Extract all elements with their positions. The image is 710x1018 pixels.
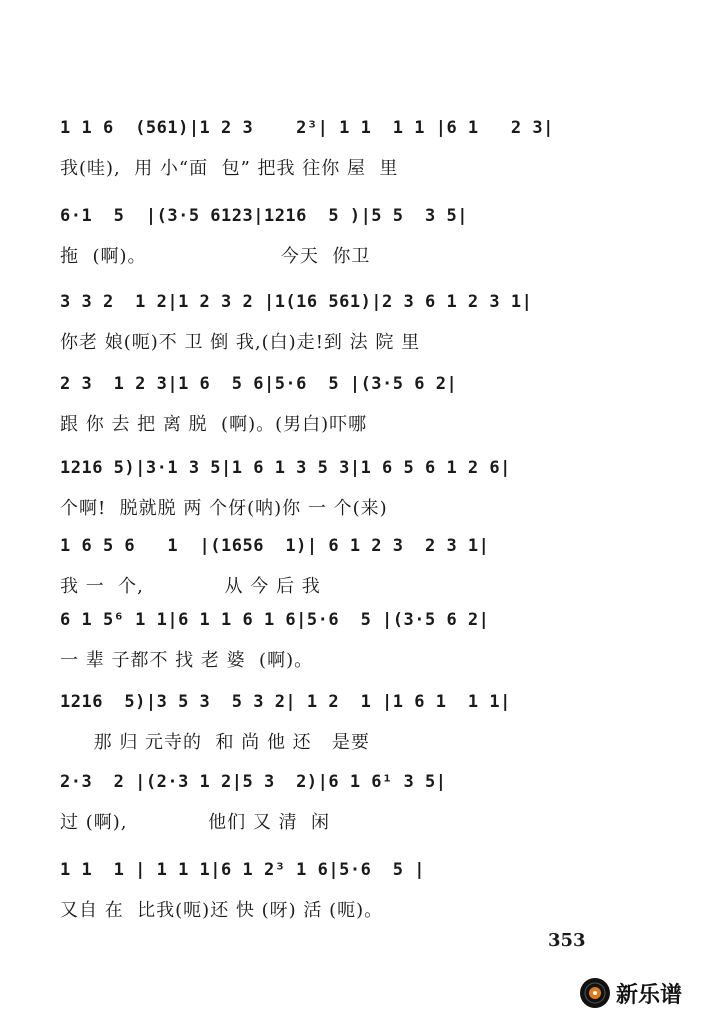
lyrics-line: 又自 在 比我(呃)还 快 (呀) 活 (呃)。 — [60, 900, 384, 921]
jianpu-notes-line: 1 1 6 (561)|1 2 3 2³| 1 1 1 1 |6 1 2 3| — [60, 118, 554, 138]
jianpu-notes-line: 2·3 2 |(2·3 1 2|5 3 2)|6 1 6¹ 3 5| — [60, 772, 447, 792]
jianpu-notes-line: 6 1 5⁶ 1 1|6 1 1 6 1 6|5·6 5 |(3·5 6 2| — [60, 610, 490, 630]
lyrics-line: 过 (啊), 他们 又 清 闲 — [60, 812, 331, 833]
lyrics-line: 我(哇), 用 小“面 包” 把我 往你 屋 里 — [60, 158, 399, 179]
jianpu-notes-line: 1 6 5 6 1 |(1656 1)| 6 1 2 3 2 3 1| — [60, 536, 490, 556]
lyrics-line: 个啊! 脱就脱 两 个伢(呐)你 一 个(来) — [60, 498, 388, 519]
lyrics-line: 跟 你 去 把 离 脱 (啊)。(男白)吓哪 — [60, 414, 368, 435]
jianpu-notes-line: 2 3 1 2 3|1 6 5 6|5·6 5 |(3·5 6 2| — [60, 374, 458, 394]
jianpu-notes-line: 1 1 1 | 1 1 1|6 1 2³ 1 6|5·6 5 | — [60, 860, 425, 880]
lyrics-line: 那 归 元寺的 和 尚 他 还 是要 — [60, 732, 370, 753]
watermark-text: 新乐谱 — [616, 983, 683, 1008]
lyrics-line: 你老 娘(呃)不 卫 倒 我,(白)走!到 法 院 里 — [60, 332, 421, 353]
page-number: 353 — [548, 930, 586, 951]
watermark-logo — [578, 976, 708, 1014]
jianpu-notes-line: 1216 5)|3 5 3 5 3 2| 1 2 1 |1 6 1 1 1| — [60, 692, 511, 712]
lyrics-line: 我 一 个, 从 今 后 我 — [60, 576, 321, 597]
jianpu-notes-line: 3 3 2 1 2|1 2 3 2 |1(16 561)|2 3 6 1 2 3 1| — [60, 292, 533, 312]
lyrics-line: 拖 (啊)。 今天 你卫 — [60, 246, 371, 267]
lyrics-line: 一 辈 子都不 找 老 婆 (啊)。 — [60, 650, 314, 671]
jianpu-notes-line: 1216 5)|3·1 3 5|1 6 1 3 5 3|1 6 5 6 1 2 6| — [60, 458, 511, 478]
jianpu-notes-line: 6·1 5 |(3·5 6123|1216 5 )|5 5 3 5| — [60, 206, 468, 226]
vinyl-record-icon — [578, 976, 612, 1010]
music-system-10 — [60, 850, 620, 960]
